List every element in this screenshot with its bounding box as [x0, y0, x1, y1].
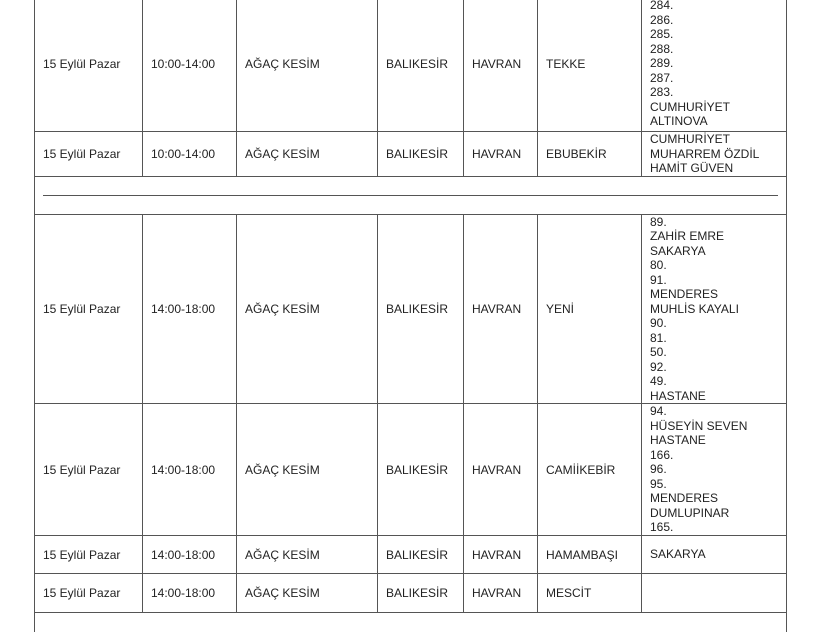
neighborhood-cell: MESCİT	[537, 574, 641, 612]
street: 49.	[650, 374, 667, 389]
time-cell: 14:00-18:00	[142, 404, 236, 535]
street: MUHLİS KAYALI	[650, 301, 739, 316]
streets-cell	[641, 404, 787, 535]
city-cell: BALIKESİR	[377, 404, 463, 535]
table-row	[34, 132, 787, 177]
street: HAMİT GÜVEN	[650, 161, 734, 176]
time-cell: 14:00-18:00	[142, 574, 236, 612]
date-cell: 15 Eylül Pazar	[34, 574, 142, 612]
neighborhood-cell: TEKKE	[537, 0, 641, 131]
district-cell: HAVRAN	[463, 215, 537, 403]
city-cell: BALIKESİR	[377, 574, 463, 612]
time-cell: 14:00-18:00	[142, 536, 236, 573]
date-cell: 15 Eylül Pazar	[34, 536, 142, 573]
street: 91.	[650, 272, 667, 287]
street: 165.	[650, 520, 674, 535]
date-cell: 15 Eylül Pazar	[34, 132, 142, 176]
table-row	[34, 215, 787, 404]
work-cell: AĞAÇ KESİM	[236, 536, 377, 573]
neighborhood-cell: YENİ	[537, 215, 641, 403]
street: 80.	[650, 258, 667, 273]
work-cell: AĞAÇ KESİM	[236, 404, 377, 535]
street: MUHARREM ÖZDİL	[650, 146, 760, 161]
city-cell: BALIKESİR	[377, 132, 463, 176]
street: 95.	[650, 476, 667, 491]
street: 283.	[650, 85, 674, 100]
streets-cell	[641, 574, 787, 612]
street: ZAHİR EMRE	[650, 229, 725, 244]
street: SAKARYA	[650, 243, 706, 258]
district-cell: HAVRAN	[463, 574, 537, 612]
city-cell: BALIKESİR	[377, 0, 463, 131]
street: 288.	[650, 41, 674, 56]
street: 284.	[650, 0, 674, 13]
work-cell: AĞAÇ KESİM	[236, 574, 377, 612]
street: 289.	[650, 56, 674, 71]
street: 92.	[650, 359, 667, 374]
street: 285.	[650, 27, 674, 42]
date-cell: 15 Eylül Pazar	[34, 215, 142, 403]
table-row	[34, 574, 787, 613]
neighborhood-cell: EBUBEKİR	[537, 132, 641, 176]
table-row	[34, 404, 787, 536]
street: CUMHURİYET	[650, 132, 730, 147]
streets-cell	[641, 215, 787, 403]
neighborhood-cell: CAMİİKEBİR	[537, 404, 641, 535]
district-cell: HAVRAN	[463, 404, 537, 535]
streets-cell	[641, 132, 787, 176]
street: 166.	[650, 447, 674, 462]
street: MENDERES	[650, 287, 719, 302]
trailing-row	[34, 613, 787, 632]
table-row	[34, 536, 787, 574]
street: CUMHURİYET	[650, 99, 730, 114]
street: MENDERES	[650, 491, 719, 506]
street: HÜSEYİN SEVEN	[650, 418, 748, 433]
district-cell: HAVRAN	[463, 0, 537, 131]
date-cell: 15 Eylül Pazar	[34, 404, 142, 535]
street: ALTINOVA	[650, 114, 708, 129]
street: 81.	[650, 330, 667, 345]
district-cell: HAVRAN	[463, 536, 537, 573]
street: 50.	[650, 345, 667, 360]
separator-line	[43, 195, 778, 196]
work-cell: AĞAÇ KESİM	[236, 0, 377, 131]
time-cell: 10:00-14:00	[142, 132, 236, 176]
city-cell: BALIKESİR	[377, 536, 463, 573]
street: DUMLUPINAR	[650, 505, 730, 520]
city-cell: BALIKESİR	[377, 215, 463, 403]
work-cell: AĞAÇ KESİM	[236, 215, 377, 403]
street: 90.	[650, 316, 667, 331]
table-row	[34, 0, 787, 132]
neighborhood-cell: HAMAMBAŞI	[537, 536, 641, 573]
street: HASTANE	[650, 433, 706, 448]
street: 286.	[650, 12, 674, 27]
street: 96.	[650, 462, 667, 477]
streets-cell	[641, 536, 787, 573]
district-cell: HAVRAN	[463, 132, 537, 176]
street: 94.	[650, 404, 667, 419]
separator-row	[34, 177, 787, 215]
street: 287.	[650, 70, 674, 85]
work-cell: AĞAÇ KESİM	[236, 132, 377, 176]
street: HASTANE	[650, 388, 706, 403]
street: 89.	[650, 214, 667, 229]
time-cell: 14:00-18:00	[142, 215, 236, 403]
street: SAKARYA	[650, 547, 706, 562]
date-cell: 15 Eylül Pazar	[34, 0, 142, 131]
time-cell: 10:00-14:00	[142, 0, 236, 131]
streets-cell	[641, 0, 787, 131]
